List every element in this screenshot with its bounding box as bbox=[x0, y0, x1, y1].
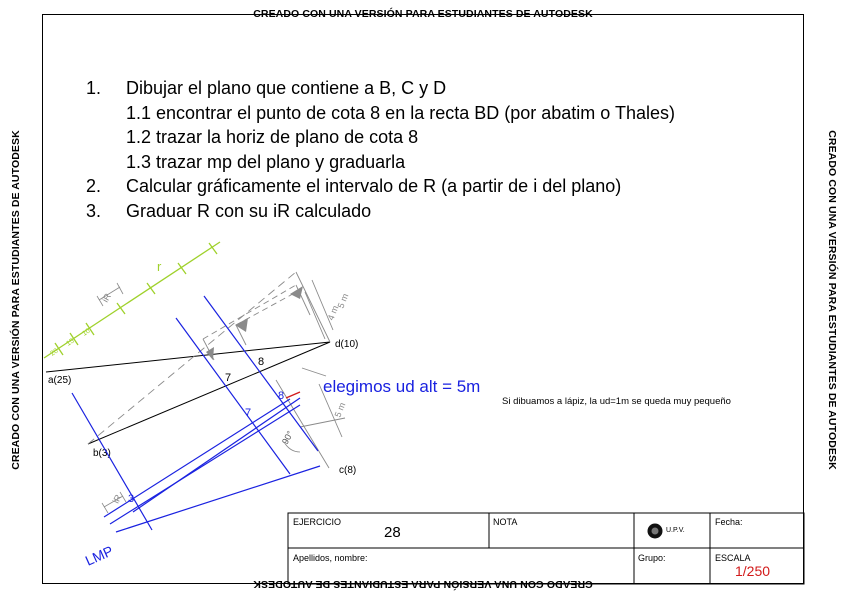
blue-point-3: 3 bbox=[128, 493, 135, 505]
point-d: d(10) bbox=[335, 339, 359, 350]
tick-10: 10 bbox=[81, 327, 92, 338]
label-r: r bbox=[157, 259, 162, 274]
tick-20: 20 bbox=[49, 347, 60, 358]
label-ir-lmp: iR bbox=[110, 492, 124, 505]
dim-4m: 4 m bbox=[325, 304, 341, 322]
instruction-1-3: 1.3 trazar mp del plano y graduarla bbox=[126, 151, 406, 172]
watermark-right: CREADO CON UNA VERSIÓN PARA ESTUDIANTES DE AUTODESK bbox=[826, 130, 838, 470]
tick-15: 15 bbox=[65, 337, 76, 348]
line-bd bbox=[88, 342, 330, 444]
point-b: b(3) bbox=[93, 448, 111, 459]
note-pencil: Si dibuamos a lápiz, la ud=1m se queda muy pequeño bbox=[502, 396, 731, 407]
point-c: c(8) bbox=[339, 465, 357, 476]
instruction-3: 3. Graduar R con su iR calculado bbox=[86, 200, 372, 221]
red-segment bbox=[286, 392, 300, 398]
fecha-label: Fecha: bbox=[715, 517, 743, 527]
watermark-top: CREADO CON UNA VERSIÓN PARA ESTUDIANTES DE AUTODESK bbox=[253, 8, 593, 20]
ejercicio-value: 28 bbox=[384, 524, 401, 541]
note-ud-alt: elegimos ud alt = 5m bbox=[323, 377, 481, 396]
instruction-1-2: 1.2 trazar la horiz de plano de cota 8 bbox=[126, 127, 419, 148]
apellidos-label: Apellidos, nombre: bbox=[293, 553, 368, 563]
instruction-1-1: 1.1 encontrar el punto de cota 8 en la recta BD (por abatim o Thales) bbox=[126, 102, 675, 123]
black-point-8: 8 bbox=[258, 356, 265, 368]
watermark-left: CREADO CON UNA VERSIÓN PARA ESTUDIANTES DE AUTODESK bbox=[10, 130, 22, 470]
plane-lines bbox=[72, 296, 320, 532]
instruction-1: 1. Dibujar el plano que contiene a B, C y D bbox=[86, 78, 447, 98]
upv-logo-icon bbox=[648, 524, 663, 539]
watermark-bottom: CREADO CON UNA VERSIÓN PARA ESTUDIANTES DE AUTODESK bbox=[253, 578, 593, 590]
label-lmp: LMP bbox=[82, 542, 116, 569]
ejercicio-label: EJERCICIO bbox=[293, 517, 342, 527]
dim-5m-mid: 5 m bbox=[332, 401, 348, 419]
nota-label: NOTA bbox=[493, 517, 518, 527]
label-ir-r: iR bbox=[100, 291, 113, 304]
angle-90: 90° bbox=[279, 429, 296, 446]
escala-label: ESCALA bbox=[715, 553, 751, 563]
blue-point-7: 7 bbox=[245, 407, 252, 419]
upv-label: U.P.V. bbox=[666, 527, 685, 534]
escala-value: 1/250 bbox=[735, 563, 771, 579]
instruction-2: 2. Calcular gráficamente el intervalo de R (a partir de i del plano) bbox=[86, 176, 622, 197]
dim-5m-top: 5 m bbox=[335, 292, 351, 310]
black-point-7: 7 bbox=[225, 372, 232, 384]
point-a: a(25) bbox=[48, 375, 72, 386]
grupo-label: Grupo: bbox=[638, 553, 666, 563]
ir-dimension-r bbox=[97, 283, 123, 306]
line-ad bbox=[46, 342, 330, 372]
construction-arrows bbox=[206, 286, 303, 360]
blue-point-8: 8 bbox=[278, 390, 285, 402]
construction-lines bbox=[88, 272, 345, 468]
